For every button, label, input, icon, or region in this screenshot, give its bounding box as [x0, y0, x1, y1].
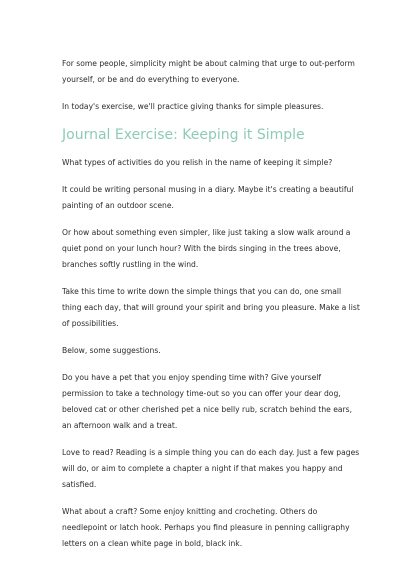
- body-paragraph: Below, some suggestions.: [62, 346, 161, 355]
- body-paragraph: What about a craft? Some enjoy knitting and crocheting. Others do needlepoint or latch hook. Perhaps you find pleasure in penning calligraphy letters on a clean white page in bold, black ink.: [62, 507, 350, 548]
- body-paragraph: Do you have a pet that you enjoy spending time with? Give yourself permission to take a technology time-out so you can offer your dear dog, beloved cat or other cherished pet a nice belly rub, scratch behind the ears, an afternoon walk and a treat.: [62, 373, 353, 430]
- body-paragraph: Take this time to write down the simple things that you can do, one small thing each day, that will ground your spirit and bring you pleasure. Make a list of possibilities.: [62, 287, 360, 328]
- body-paragraph: Or how about something even simpler, like just taking a slow walk around a quiet pond on your lunch hour? With the birds singing in the trees above, branches softly rustling in the wind.: [62, 228, 351, 269]
- body-paragraph: What types of activities do you relish in the name of keeping it simple?: [62, 158, 333, 167]
- section-heading: Journal Exercise: Keeping it Simple: [62, 127, 305, 143]
- document-body: [62, 56, 362, 563]
- intro-paragraph: In today's exercise, we'll practice giving thanks for simple pleasures.: [62, 102, 324, 111]
- body-paragraph: It could be writing personal musing in a diary. Maybe it's creating a beautiful painting of an outdoor scene.: [62, 185, 354, 210]
- body-paragraph: Love to read? Reading is a simple thing you can do each day. Just a few pages will do, or aim to complete a chapter a night if that makes you happy and satisfied.: [62, 448, 360, 489]
- intro-paragraph: For some people, simplicity might be about calming that urge to out-perform yourself, or be and do everything to everyone.: [62, 59, 355, 84]
